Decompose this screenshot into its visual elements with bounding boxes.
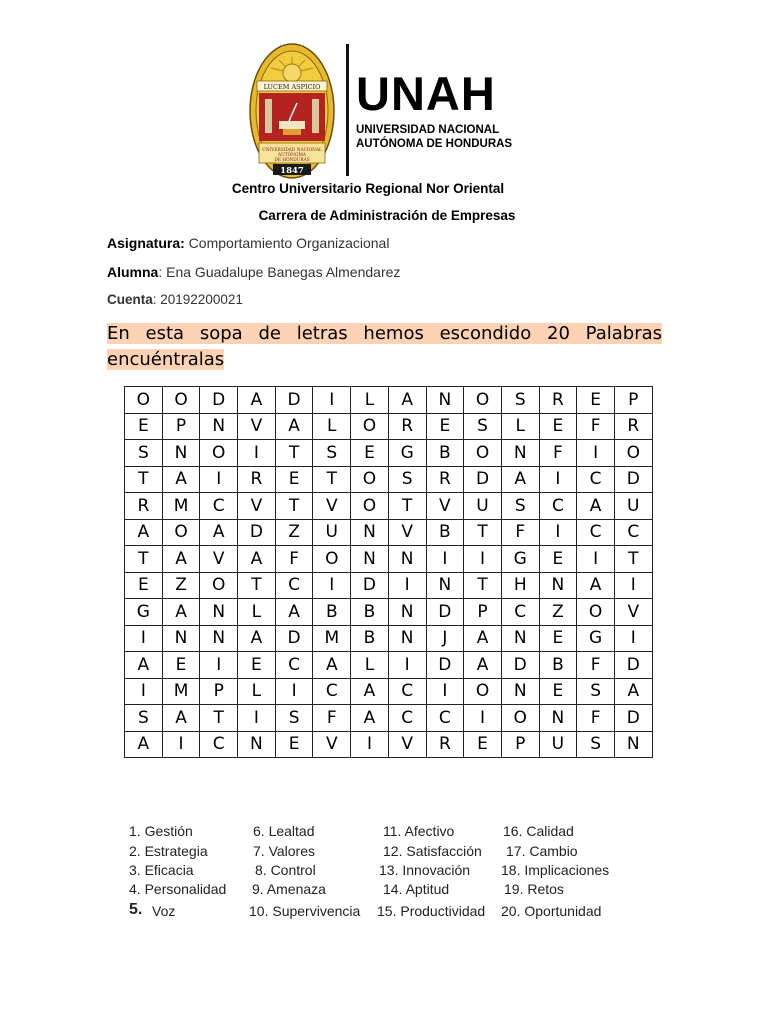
instructions-line1: En esta sopa de letras hemos escondido 20 Palabras (107, 323, 662, 344)
grid-cell: N (388, 599, 426, 626)
grid-cell: V (388, 731, 426, 758)
grid-cell: O (162, 387, 200, 414)
grid-cell: S (501, 387, 539, 414)
grid-cell: B (313, 599, 351, 626)
grid-cell: Z (539, 599, 577, 626)
grid-cell: P (162, 413, 200, 440)
grid-cell: U (614, 493, 652, 520)
grid-cell: O (464, 678, 502, 705)
grid-cell: A (275, 413, 313, 440)
grid-cell: V (200, 546, 238, 573)
grid-row (125, 572, 653, 599)
grid-cell: D (238, 519, 276, 546)
grid-cell: C (275, 572, 313, 599)
grid-cell: S (275, 705, 313, 732)
svg-text:AUTÓNOMA: AUTÓNOMA (278, 153, 306, 158)
grid-cell: A (125, 519, 163, 546)
word-item: 15. Productividad (377, 903, 486, 919)
grid-cell: N (238, 731, 276, 758)
seal-year: 1847 (280, 166, 304, 176)
grid-cell: A (162, 466, 200, 493)
career-name: Carrera de Administración de Empresas (258, 208, 516, 223)
grid-cell: O (464, 387, 502, 414)
grid-cell: U (539, 731, 577, 758)
grid-cell: A (275, 599, 313, 626)
word-item: 11. Afectivo (383, 823, 455, 839)
grid-row (125, 625, 653, 652)
grid-cell: E (464, 731, 502, 758)
grid-cell: G (125, 599, 163, 626)
grid-cell: E (539, 546, 577, 573)
grid-cell: A (200, 519, 238, 546)
grid-cell: S (388, 466, 426, 493)
grid-row (125, 731, 653, 758)
word-item: 1. Gestión (129, 823, 193, 839)
account-label: Cuenta (107, 292, 153, 307)
grid-cell: R (426, 466, 464, 493)
grid-cell: O (464, 440, 502, 467)
grid-cell: E (539, 625, 577, 652)
grid-cell: T (275, 493, 313, 520)
grid-cell: G (577, 625, 615, 652)
grid-cell: N (162, 440, 200, 467)
grid-cell: T (464, 519, 502, 546)
grid-cell: F (577, 652, 615, 679)
grid-row (125, 387, 653, 414)
grid-cell: I (464, 705, 502, 732)
word-item: 17. Cambio (506, 843, 578, 859)
grid-cell: R (388, 413, 426, 440)
logo-divider (346, 44, 349, 176)
grid-row (125, 413, 653, 440)
word-item: 14. Aptitud (383, 881, 450, 897)
grid-cell: I (614, 625, 652, 652)
grid-cell: T (275, 440, 313, 467)
grid-cell: L (238, 678, 276, 705)
grid-cell: A (351, 705, 389, 732)
grid-cell: C (539, 493, 577, 520)
grid-cell: D (426, 599, 464, 626)
grid-cell: A (125, 652, 163, 679)
grid-cell: E (539, 678, 577, 705)
grid-cell: A (162, 599, 200, 626)
grid-cell: N (388, 546, 426, 573)
grid-cell: U (313, 519, 351, 546)
grid-cell: P (501, 731, 539, 758)
grid-cell: M (162, 678, 200, 705)
grid-cell: A (351, 678, 389, 705)
grid-row (125, 599, 653, 626)
word-item-number: 5. (129, 901, 143, 918)
grid-cell: I (200, 652, 238, 679)
grid-cell: V (388, 519, 426, 546)
grid-cell: A (313, 652, 351, 679)
word-item: 2. Estrategia (129, 843, 208, 859)
grid-cell: D (464, 466, 502, 493)
grid-cell: D (200, 387, 238, 414)
student-label: Alumna (107, 264, 159, 280)
subject-line (107, 235, 389, 251)
grid-cell: D (614, 705, 652, 732)
grid-cell: A (238, 546, 276, 573)
grid-cell: I (388, 572, 426, 599)
grid-row (125, 678, 653, 705)
account-value: : 20192200021 (152, 292, 243, 307)
center-name: Centro Universitario Regional Nor Oriental (231, 181, 505, 196)
grid-cell: E (162, 652, 200, 679)
grid-cell: C (313, 678, 351, 705)
grid-cell: D (614, 466, 652, 493)
grid-cell: N (162, 625, 200, 652)
grid-cell: C (200, 493, 238, 520)
grid-cell: O (577, 599, 615, 626)
grid-cell: B (426, 519, 464, 546)
grid-cell: C (388, 705, 426, 732)
grid-cell: N (351, 519, 389, 546)
grid-cell: R (125, 493, 163, 520)
grid-cell: O (351, 466, 389, 493)
grid-cell: I (464, 546, 502, 573)
grid-cell: I (539, 519, 577, 546)
grid-cell: B (539, 652, 577, 679)
grid-cell: C (275, 652, 313, 679)
grid-cell: O (351, 413, 389, 440)
grid-cell: C (501, 599, 539, 626)
word-item: 7. Valores (253, 843, 315, 859)
grid-cell: I (200, 466, 238, 493)
grid-cell: A (464, 652, 502, 679)
grid-cell: U (464, 493, 502, 520)
grid-cell: N (501, 440, 539, 467)
student-line (107, 264, 400, 280)
grid-cell: I (162, 731, 200, 758)
grid-row (125, 440, 653, 467)
grid-cell: S (125, 705, 163, 732)
grid-cell: O (200, 572, 238, 599)
grid-cell: O (162, 519, 200, 546)
grid-cell: L (351, 652, 389, 679)
grid-cell: R (238, 466, 276, 493)
grid-cell: P (614, 387, 652, 414)
grid-cell: F (577, 705, 615, 732)
grid-cell: F (313, 705, 351, 732)
student-value: : Ena Guadalupe Banegas Almendarez (158, 264, 401, 280)
grid-cell: D (275, 625, 313, 652)
grid-cell: D (351, 572, 389, 599)
instructions (107, 321, 662, 373)
grid-cell: I (426, 546, 464, 573)
svg-text:UNIVERSIDAD NACIONAL: UNIVERSIDAD NACIONAL (262, 148, 322, 153)
grid-cell: A (577, 493, 615, 520)
grid-cell: E (426, 413, 464, 440)
grid-cell: I (539, 466, 577, 493)
grid-cell: E (539, 413, 577, 440)
logo-subtitle-line2: AUTÓNOMA DE HONDURAS (356, 138, 513, 150)
grid-cell: I (614, 572, 652, 599)
grid-cell: F (275, 546, 313, 573)
grid-cell: S (464, 413, 502, 440)
grid-cell: B (351, 625, 389, 652)
grid-cell: A (464, 625, 502, 652)
grid-cell: N (501, 678, 539, 705)
grid-cell: V (426, 493, 464, 520)
grid-cell: P (200, 678, 238, 705)
grid-cell: T (614, 546, 652, 573)
word-item: 10. Supervivencia (249, 903, 361, 919)
grid-cell: E (275, 731, 313, 758)
grid-cell: I (238, 440, 276, 467)
logo-wordmark: UNAH (356, 67, 496, 120)
word-item: 13. Innovación (379, 862, 471, 878)
grid-cell: E (275, 466, 313, 493)
grid-cell: A (501, 466, 539, 493)
word-item: 20. Oportunidad (501, 903, 602, 919)
grid-cell: R (426, 731, 464, 758)
grid-cell: L (313, 413, 351, 440)
word-list (0, 823, 768, 923)
grid-cell: F (501, 519, 539, 546)
grid-cell: B (426, 440, 464, 467)
grid-cell: D (275, 387, 313, 414)
grid-cell: N (614, 731, 652, 758)
grid-cell: M (313, 625, 351, 652)
grid-cell: O (501, 705, 539, 732)
grid-cell: S (501, 493, 539, 520)
grid-cell: I (351, 731, 389, 758)
grid-cell: V (313, 731, 351, 758)
word-item: 19. Retos (504, 881, 564, 897)
grid-cell: V (614, 599, 652, 626)
grid-cell: Z (275, 519, 313, 546)
grid-cell: I (313, 387, 351, 414)
word-item: 18. Implicaciones (501, 862, 610, 878)
grid-cell: C (577, 466, 615, 493)
word-item: 4. Personalidad (129, 881, 227, 897)
grid-row (125, 546, 653, 573)
grid-cell: N (388, 625, 426, 652)
grid-cell: T (125, 546, 163, 573)
grid-cell: A (238, 387, 276, 414)
grid-cell: A (238, 625, 276, 652)
grid-cell: V (238, 413, 276, 440)
grid-row (125, 493, 653, 520)
grid-cell: L (238, 599, 276, 626)
grid-cell: I (238, 705, 276, 732)
grid-cell: Z (162, 572, 200, 599)
grid-cell: O (125, 387, 163, 414)
grid-cell: B (351, 599, 389, 626)
grid-cell: C (388, 678, 426, 705)
grid-cell: D (426, 652, 464, 679)
grid-cell: N (200, 413, 238, 440)
subject-value: Comportamiento Organizacional (184, 235, 390, 251)
grid-cell: N (426, 572, 464, 599)
grid-cell: G (388, 440, 426, 467)
unah-seal-logo (249, 43, 335, 179)
grid-cell: N (426, 387, 464, 414)
grid-cell: R (539, 387, 577, 414)
word-item: 6. Lealtad (253, 823, 315, 839)
grid-cell: E (238, 652, 276, 679)
grid-cell: L (501, 413, 539, 440)
grid-cell: N (539, 572, 577, 599)
grid-cell: S (577, 731, 615, 758)
grid-cell: A (614, 678, 652, 705)
grid-row (125, 519, 653, 546)
subject-label: Asignatura: (107, 235, 185, 251)
grid-cell: H (501, 572, 539, 599)
logo-subtitle-line1: UNIVERSIDAD NACIONAL (356, 124, 500, 136)
grid-cell: J (426, 625, 464, 652)
word-item: 9. Amenaza (252, 881, 326, 897)
grid-cell: T (200, 705, 238, 732)
grid-cell: N (200, 599, 238, 626)
grid-cell: A (162, 546, 200, 573)
grid-cell: R (614, 413, 652, 440)
grid-row (125, 466, 653, 493)
grid-cell: S (313, 440, 351, 467)
grid-cell: I (313, 572, 351, 599)
grid-cell: N (501, 625, 539, 652)
svg-text:DE HONDURAS: DE HONDURAS (274, 158, 310, 163)
word-item: 8. Control (255, 862, 316, 878)
grid-cell: E (125, 413, 163, 440)
grid-cell: S (125, 440, 163, 467)
grid-cell: I (577, 546, 615, 573)
grid-cell: D (501, 652, 539, 679)
grid-cell: N (539, 705, 577, 732)
word-item: 16. Calidad (503, 823, 574, 839)
grid-cell: C (614, 519, 652, 546)
account-line (107, 292, 243, 307)
grid-cell: I (275, 678, 313, 705)
grid-cell: A (577, 572, 615, 599)
grid-cell: O (200, 440, 238, 467)
grid-cell: A (162, 705, 200, 732)
grid-row (125, 652, 653, 679)
grid-cell: T (238, 572, 276, 599)
grid-cell: T (388, 493, 426, 520)
grid-cell: I (388, 652, 426, 679)
grid-cell: I (426, 678, 464, 705)
grid-cell: G (501, 546, 539, 573)
grid-cell: E (351, 440, 389, 467)
grid-cell: M (162, 493, 200, 520)
grid-row (125, 705, 653, 732)
grid-cell: N (351, 546, 389, 573)
grid-cell: T (464, 572, 502, 599)
grid-cell: E (125, 572, 163, 599)
instructions-line2: encuéntralas (107, 349, 225, 370)
grid-cell: V (238, 493, 276, 520)
grid-cell: L (351, 387, 389, 414)
grid-cell: N (200, 625, 238, 652)
grid-cell: E (577, 387, 615, 414)
word-search-grid (124, 386, 653, 758)
grid-cell: O (614, 440, 652, 467)
grid-cell: T (125, 466, 163, 493)
word-item: 3. Eficacia (129, 862, 194, 878)
word-item: 12. Satisfacción (383, 843, 482, 859)
grid-cell: I (125, 678, 163, 705)
grid-cell: A (388, 387, 426, 414)
grid-cell: I (125, 625, 163, 652)
grid-cell: C (200, 731, 238, 758)
grid-cell: F (539, 440, 577, 467)
word-item: Voz (152, 903, 176, 919)
grid-cell: V (313, 493, 351, 520)
grid-cell: T (313, 466, 351, 493)
grid-cell: C (426, 705, 464, 732)
grid-cell: A (125, 731, 163, 758)
grid-cell: F (577, 413, 615, 440)
grid-cell: S (577, 678, 615, 705)
grid-cell: P (464, 599, 502, 626)
grid-cell: I (577, 440, 615, 467)
grid-cell: O (351, 493, 389, 520)
grid-cell: C (577, 519, 615, 546)
seal-motto: LUCEM ASPICIO (263, 83, 321, 91)
grid-cell: D (614, 652, 652, 679)
grid-cell: O (313, 546, 351, 573)
